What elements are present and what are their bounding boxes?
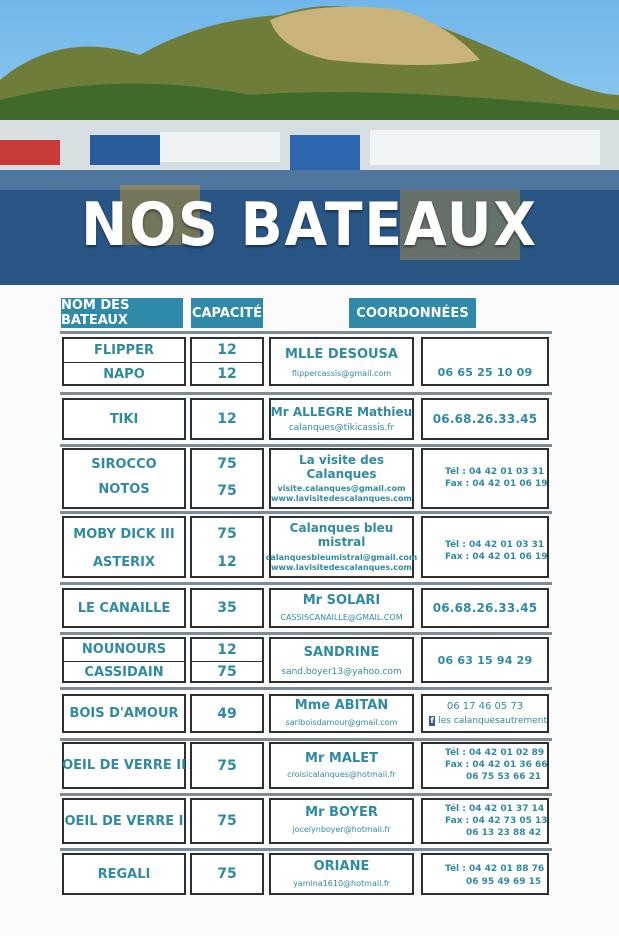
phone-box bbox=[421, 516, 549, 578]
contact-email: jocelynboyer@hotmail.fr bbox=[292, 824, 391, 834]
boats-box bbox=[62, 398, 186, 440]
contact-email: yamina1610@hotmail.fr bbox=[293, 878, 390, 888]
contact-box bbox=[269, 694, 414, 733]
capacity-box bbox=[190, 516, 264, 578]
boat-name: REGALI bbox=[97, 866, 151, 882]
contact-name: Mr ALLEGRE Mathieu bbox=[270, 405, 413, 419]
row-separator bbox=[60, 687, 552, 690]
boat-name: LE CANAILLE bbox=[77, 600, 171, 616]
phone-line: 06 63 15 94 29 bbox=[437, 653, 533, 667]
row-separator bbox=[60, 444, 552, 447]
boat-name: FLIPPER bbox=[94, 342, 154, 358]
phone-box bbox=[421, 798, 549, 844]
capacity-value: 12 bbox=[217, 366, 237, 382]
fax-line: Fax : 04 42 01 06 19 bbox=[445, 478, 548, 489]
capacity-value: 12 bbox=[217, 554, 237, 570]
mobile-line: 06 95 49 69 15 bbox=[466, 876, 542, 887]
capacity-value: 75 bbox=[217, 526, 237, 542]
contact-email: croisicalanques@hotmail.fr bbox=[287, 769, 396, 779]
contact-email: flippercassis@gmail.com bbox=[291, 369, 392, 378]
contact-email: sarlboisdamour@gmail.com bbox=[285, 717, 398, 727]
capacity-value: 75 bbox=[217, 866, 237, 882]
phone-line: Tél : 04 42 01 03 31 bbox=[445, 539, 545, 550]
boats-box bbox=[62, 637, 186, 683]
row-separator bbox=[60, 848, 552, 851]
contact-name: Mr BOYER bbox=[305, 805, 378, 820]
contact-name: La visite des Calanques bbox=[298, 453, 385, 481]
contact-email: calanques@tikicassis.fr bbox=[288, 423, 395, 433]
contact-email: CASSISCANAILLE@GMAIL.COM bbox=[280, 612, 403, 622]
mobile-line: 06 75 53 66 21 bbox=[466, 771, 542, 782]
capacity-value: 75 bbox=[217, 456, 237, 472]
contact-name: Mr MALET bbox=[305, 751, 378, 766]
boats-box bbox=[62, 516, 186, 578]
facebook-icon: f bbox=[430, 716, 434, 725]
boats-box bbox=[62, 853, 186, 895]
boats-box bbox=[62, 694, 186, 733]
capacity-box bbox=[190, 798, 264, 844]
capacity-value: 75 bbox=[217, 483, 237, 499]
capacity-value: 12 bbox=[217, 641, 237, 658]
row-separator bbox=[60, 582, 552, 585]
phone-line: Tél : 04 42 01 37 14 bbox=[445, 803, 545, 814]
row-separator bbox=[60, 793, 552, 796]
phone-box bbox=[421, 853, 549, 895]
facebook-link[interactable] bbox=[429, 715, 547, 727]
contact-email: calanquesbleumistral@gmail.com bbox=[265, 553, 418, 562]
row-separator bbox=[60, 511, 552, 514]
capacity-value: 49 bbox=[217, 705, 237, 722]
boat-name: CASSIDAIN bbox=[84, 664, 164, 680]
fax-line: Fax : 04 42 01 06 19 bbox=[445, 551, 548, 562]
boat-name: BOIS D'AMOUR bbox=[69, 706, 179, 721]
boat-name: MOBY DICK III bbox=[73, 526, 175, 542]
header-capacity: CAPACITÉ bbox=[191, 298, 263, 328]
phone-line: Tél : 04 42 01 03 31 bbox=[445, 466, 545, 477]
contact-box bbox=[269, 588, 414, 628]
row-separator bbox=[60, 331, 552, 334]
phone-line: Tél : 04 42 01 88 76 bbox=[445, 863, 545, 874]
capacity-box bbox=[190, 694, 264, 733]
phone-line: 06 65 25 10 09 bbox=[437, 365, 533, 379]
contact-name: Mme ABITAN bbox=[294, 698, 389, 713]
contact-box bbox=[269, 337, 414, 386]
fax-line: Fax : 04 42 73 05 13 bbox=[445, 815, 548, 826]
phone-line: 06 17 46 05 73 bbox=[446, 701, 524, 712]
phone-line: 06.68.26.33.45 bbox=[432, 601, 538, 615]
capacity-box bbox=[190, 853, 264, 895]
capacity-box bbox=[190, 337, 264, 386]
boat-name: NOUNOURS bbox=[81, 642, 167, 657]
mobile-line: 06 13 23 88 42 bbox=[466, 827, 542, 838]
capacity-box bbox=[190, 448, 264, 509]
fax-line: Fax : 04 42 01 36 66 bbox=[445, 759, 548, 770]
header-boats: NOM DES BATEAUX bbox=[61, 298, 183, 328]
hero-photo bbox=[0, 0, 619, 285]
phone-box bbox=[421, 742, 549, 789]
contact-email: visite.calanques@gmail.com bbox=[277, 484, 406, 493]
row-separator bbox=[60, 632, 552, 635]
header-contact: COORDONNÉES bbox=[349, 298, 476, 328]
contact-website: www.lavisitedescalanques.com bbox=[271, 563, 412, 572]
capacity-value: 35 bbox=[217, 600, 237, 616]
contact-box bbox=[269, 448, 414, 509]
boats-box bbox=[62, 588, 186, 628]
row-separator bbox=[60, 392, 552, 395]
capacity-value: 75 bbox=[217, 813, 237, 829]
capacity-value: 12 bbox=[217, 342, 237, 358]
phone-line: Tél : 04 42 01 02 89 bbox=[445, 747, 545, 758]
phone-box bbox=[421, 637, 549, 683]
contact-box bbox=[269, 398, 414, 440]
boat-name: SIROCCO bbox=[91, 456, 157, 472]
contact-name: SANDRINE bbox=[303, 645, 380, 660]
contact-box bbox=[269, 798, 414, 844]
boat-name: NOTOS bbox=[98, 481, 150, 497]
capacity-value: 12 bbox=[217, 411, 237, 427]
contact-box bbox=[269, 637, 414, 683]
phone-box bbox=[421, 448, 549, 509]
boats-box bbox=[62, 337, 186, 386]
boats-box bbox=[62, 798, 186, 844]
row-separator bbox=[60, 738, 552, 741]
contact-box bbox=[269, 853, 414, 895]
boat-name: OEIL DE VERRE I bbox=[64, 813, 184, 829]
contact-website: www.lavisitedescalanques.com bbox=[271, 494, 412, 503]
boat-name: NAPO bbox=[103, 366, 145, 382]
phone-box bbox=[421, 398, 549, 440]
contact-name: ORIANE bbox=[313, 859, 370, 874]
capacity-box bbox=[190, 398, 264, 440]
capacity-box bbox=[190, 742, 264, 789]
phone-box bbox=[421, 337, 549, 386]
phone-box bbox=[421, 694, 549, 733]
contact-box bbox=[265, 516, 418, 578]
boats-box bbox=[62, 742, 186, 789]
phone-box bbox=[421, 588, 549, 628]
phone-line: 06.68.26.33.45 bbox=[432, 412, 538, 426]
facebook-page-name: les calanquesautrement bbox=[438, 716, 547, 726]
page-title: NOS BATEAUX bbox=[81, 190, 538, 260]
contact-name: Mr SOLARI bbox=[302, 593, 381, 608]
capacity-value: 75 bbox=[217, 664, 237, 680]
capacity-value: 75 bbox=[217, 757, 237, 774]
boat-name: OEIL DE VERRE II bbox=[62, 758, 186, 773]
boat-name: ASTERIX bbox=[92, 554, 156, 570]
boats-box bbox=[62, 448, 186, 509]
contact-name: MLLE DESOUSA bbox=[285, 347, 398, 362]
capacity-box bbox=[190, 637, 264, 683]
contact-box bbox=[269, 742, 414, 789]
contact-email: sand.boyer13@yahoo.com bbox=[281, 667, 402, 677]
capacity-box bbox=[190, 588, 264, 628]
contact-name: Calanques bleu mistral bbox=[289, 521, 394, 549]
boat-name: TIKI bbox=[109, 411, 139, 427]
